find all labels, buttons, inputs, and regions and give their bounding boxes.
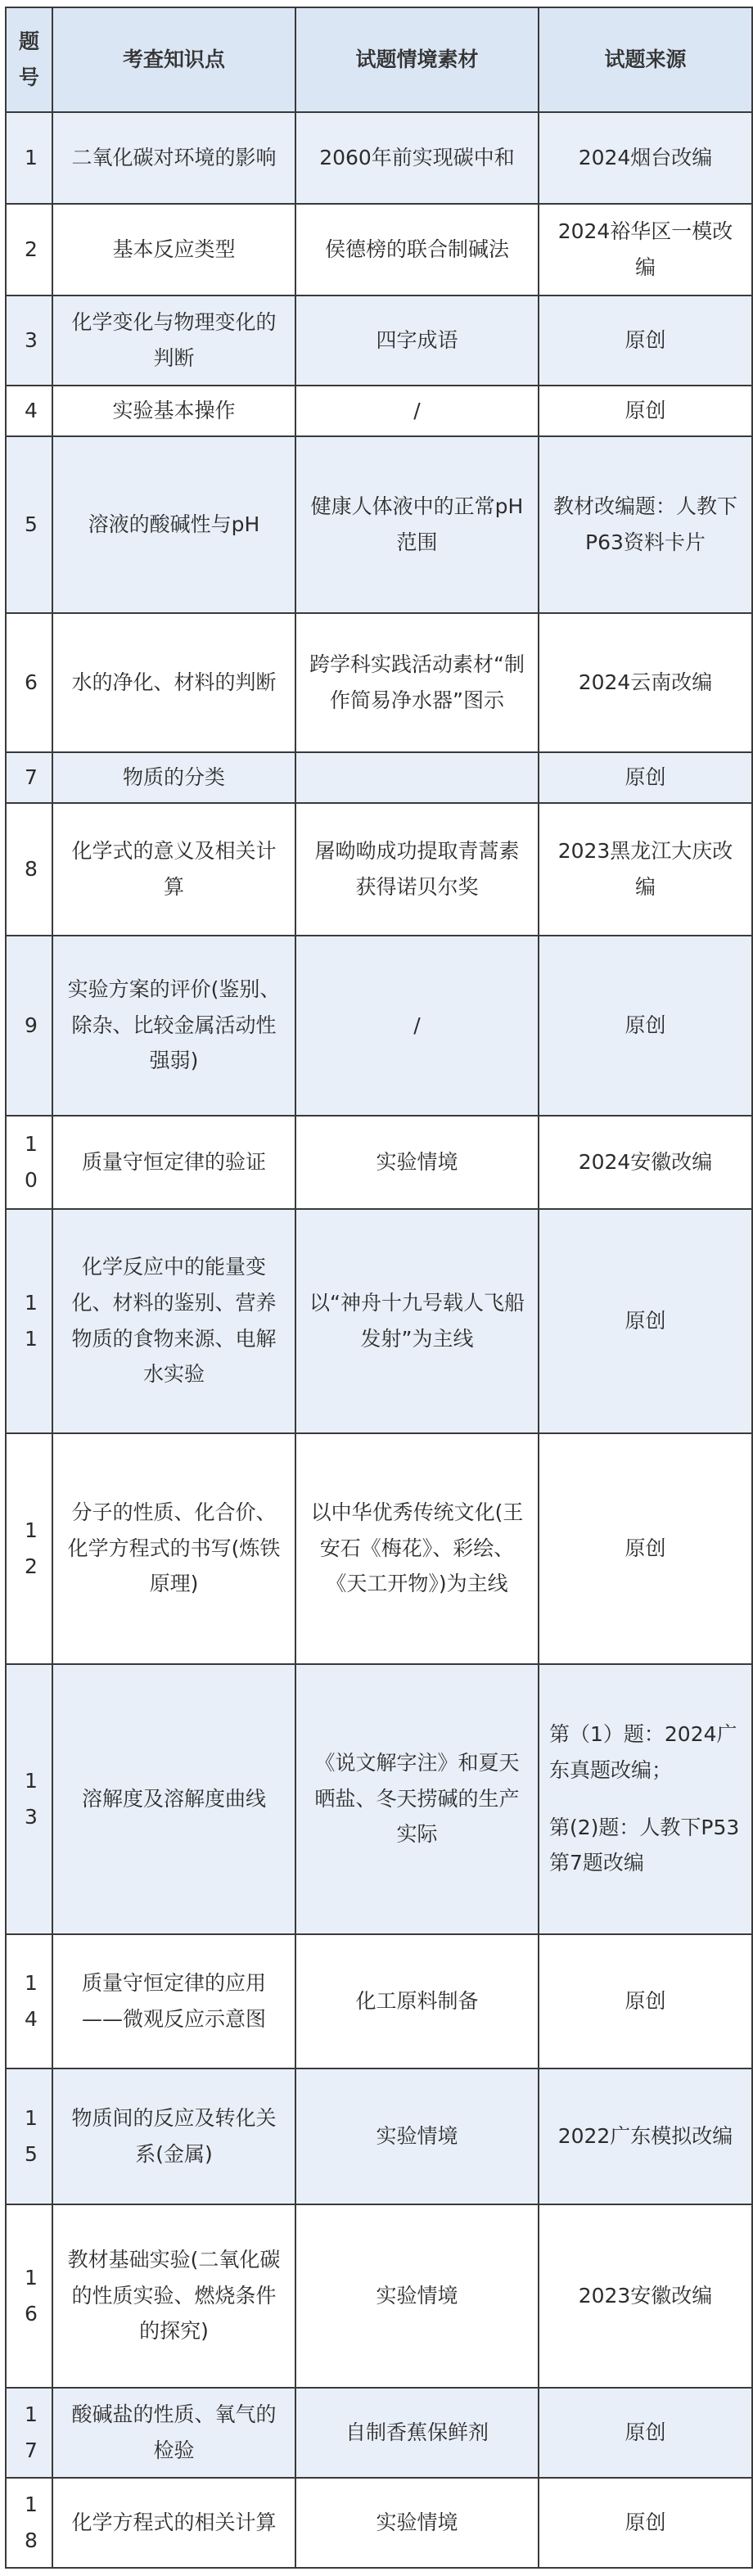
question-source [539, 1664, 752, 1934]
context-material: 健康人体液中的正常pH范围 [295, 436, 539, 613]
context-material: 2060年前实现碳中和 [295, 112, 539, 204]
table-row [6, 2068, 752, 2204]
table-row [6, 1433, 752, 1664]
row-number: 13 [6, 1664, 52, 1934]
table-row [6, 436, 752, 613]
question-source: 2024云南改编 [539, 613, 752, 752]
context-material: 实验情境 [295, 2478, 539, 2568]
context-material [295, 752, 539, 803]
table-row [6, 613, 752, 752]
row-number: 16 [6, 2204, 52, 2388]
knowledge-point: 水的净化、材料的判断 [52, 613, 295, 752]
row-number: 18 [6, 2478, 52, 2568]
row-number: 14 [6, 1934, 52, 2068]
question-source: 原创 [539, 1433, 752, 1664]
row-number: 12 [6, 1433, 52, 1664]
table-row [6, 2388, 752, 2478]
knowledge-point: 实验方案的评价(鉴别、除杂、比较金属活动性强弱) [52, 936, 295, 1116]
row-number: 1 [6, 112, 52, 204]
question-source: 2022广东模拟改编 [539, 2068, 752, 2204]
knowledge-point: 酸碱盐的性质、氧气的检验 [52, 2388, 295, 2478]
row-number: 10 [6, 1116, 52, 1209]
table-row [6, 1116, 752, 1209]
row-number: 9 [6, 936, 52, 1116]
knowledge-point: 化学反应中的能量变化、材料的鉴别、营养物质的食物来源、电解水实验 [52, 1209, 295, 1433]
row-number: 3 [6, 295, 52, 386]
question-source: 原创 [539, 1934, 752, 2068]
table-row [6, 2478, 752, 2568]
header-number: 题号 [6, 7, 52, 112]
row-number: 11 [6, 1209, 52, 1433]
table-row [6, 295, 752, 386]
question-source: 原创 [539, 936, 752, 1116]
context-material: / [295, 386, 539, 436]
header-knowledge-point: 考查知识点 [52, 7, 295, 112]
header-question-source: 试题来源 [539, 7, 752, 112]
table-row [6, 1664, 752, 1934]
question-source: 2024安徽改编 [539, 1116, 752, 1209]
table-header-row [6, 7, 752, 112]
knowledge-point: 溶解度及溶解度曲线 [52, 1664, 295, 1934]
table-row [6, 1209, 752, 1433]
knowledge-point: 物质间的反应及转化关系(金属) [52, 2068, 295, 2204]
question-source: 原创 [539, 295, 752, 386]
question-source: 2024烟台改编 [539, 112, 752, 204]
question-source: 原创 [539, 2478, 752, 2568]
context-material: 化工原料制备 [295, 1934, 539, 2068]
context-material: 以中华优秀传统文化(王安石《梅花》、彩绘、《天工开物》)为主线 [295, 1433, 539, 1664]
question-source: 原创 [539, 1209, 752, 1433]
row-number: 4 [6, 386, 52, 436]
table-row [6, 936, 752, 1116]
question-source: 2024裕华区一模改编 [539, 204, 752, 295]
table-row [6, 1934, 752, 2068]
knowledge-point: 教材基础实验(二氧化碳的性质实验、燃烧条件的探究) [52, 2204, 295, 2388]
context-material: / [295, 936, 539, 1116]
row-number: 7 [6, 752, 52, 803]
knowledge-point: 实验基本操作 [52, 386, 295, 436]
question-source-part-2: 第(2)题：人教下P53第7题改编 [549, 1815, 740, 1875]
table-row [6, 2204, 752, 2388]
table-row [6, 204, 752, 295]
row-number: 8 [6, 803, 52, 936]
table-row [6, 386, 752, 436]
row-number: 15 [6, 2068, 52, 2204]
knowledge-point: 基本反应类型 [52, 204, 295, 295]
row-number: 6 [6, 613, 52, 752]
exam-specification-table [5, 7, 753, 2569]
question-source: 原创 [539, 752, 752, 803]
context-material: 屠呦呦成功提取青蒿素获得诺贝尔奖 [295, 803, 539, 936]
context-material: 跨学科实践活动素材“制作简易净水器”图示 [295, 613, 539, 752]
context-material: 实验情境 [295, 2204, 539, 2388]
context-material: 四字成语 [295, 295, 539, 386]
question-source: 教材改编题：人教下P63资料卡片 [539, 436, 752, 613]
table-row [6, 112, 752, 204]
context-material: 实验情境 [295, 1116, 539, 1209]
context-material: 《说文解字注》和夏天晒盐、冬天捞碱的生产实际 [295, 1664, 539, 1934]
table-row [6, 803, 752, 936]
question-source: 2023安徽改编 [539, 2204, 752, 2388]
knowledge-point: 化学变化与物理变化的判断 [52, 295, 295, 386]
question-source: 原创 [539, 2388, 752, 2478]
knowledge-point: 分子的性质、化合价、化学方程式的书写(炼铁原理) [52, 1433, 295, 1664]
question-source: 原创 [539, 386, 752, 436]
knowledge-point: 化学式的意义及相关计算 [52, 803, 295, 936]
knowledge-point: 溶液的酸碱性与pH [52, 436, 295, 613]
knowledge-point: 质量守恒定律的验证 [52, 1116, 295, 1209]
question-source: 2023黑龙江大庆改编 [539, 803, 752, 936]
table-row [6, 752, 752, 803]
header-context-material: 试题情境素材 [295, 7, 539, 112]
context-material: 自制香蕉保鲜剂 [295, 2388, 539, 2478]
row-number: 2 [6, 204, 52, 295]
knowledge-point: 二氧化碳对环境的影响 [52, 112, 295, 204]
question-source-part-1: 第（1）题：2024广东真题改编； [549, 1722, 737, 1782]
context-material: 以“神舟十九号载人飞船发射”为主线 [295, 1209, 539, 1433]
row-number: 5 [6, 436, 52, 613]
knowledge-point: 化学方程式的相关计算 [52, 2478, 295, 2568]
row-number: 17 [6, 2388, 52, 2478]
context-material: 实验情境 [295, 2068, 539, 2204]
knowledge-point: 物质的分类 [52, 752, 295, 803]
context-material: 侯德榜的联合制碱法 [295, 204, 539, 295]
knowledge-point: 质量守恒定律的应用——微观反应示意图 [52, 1934, 295, 2068]
